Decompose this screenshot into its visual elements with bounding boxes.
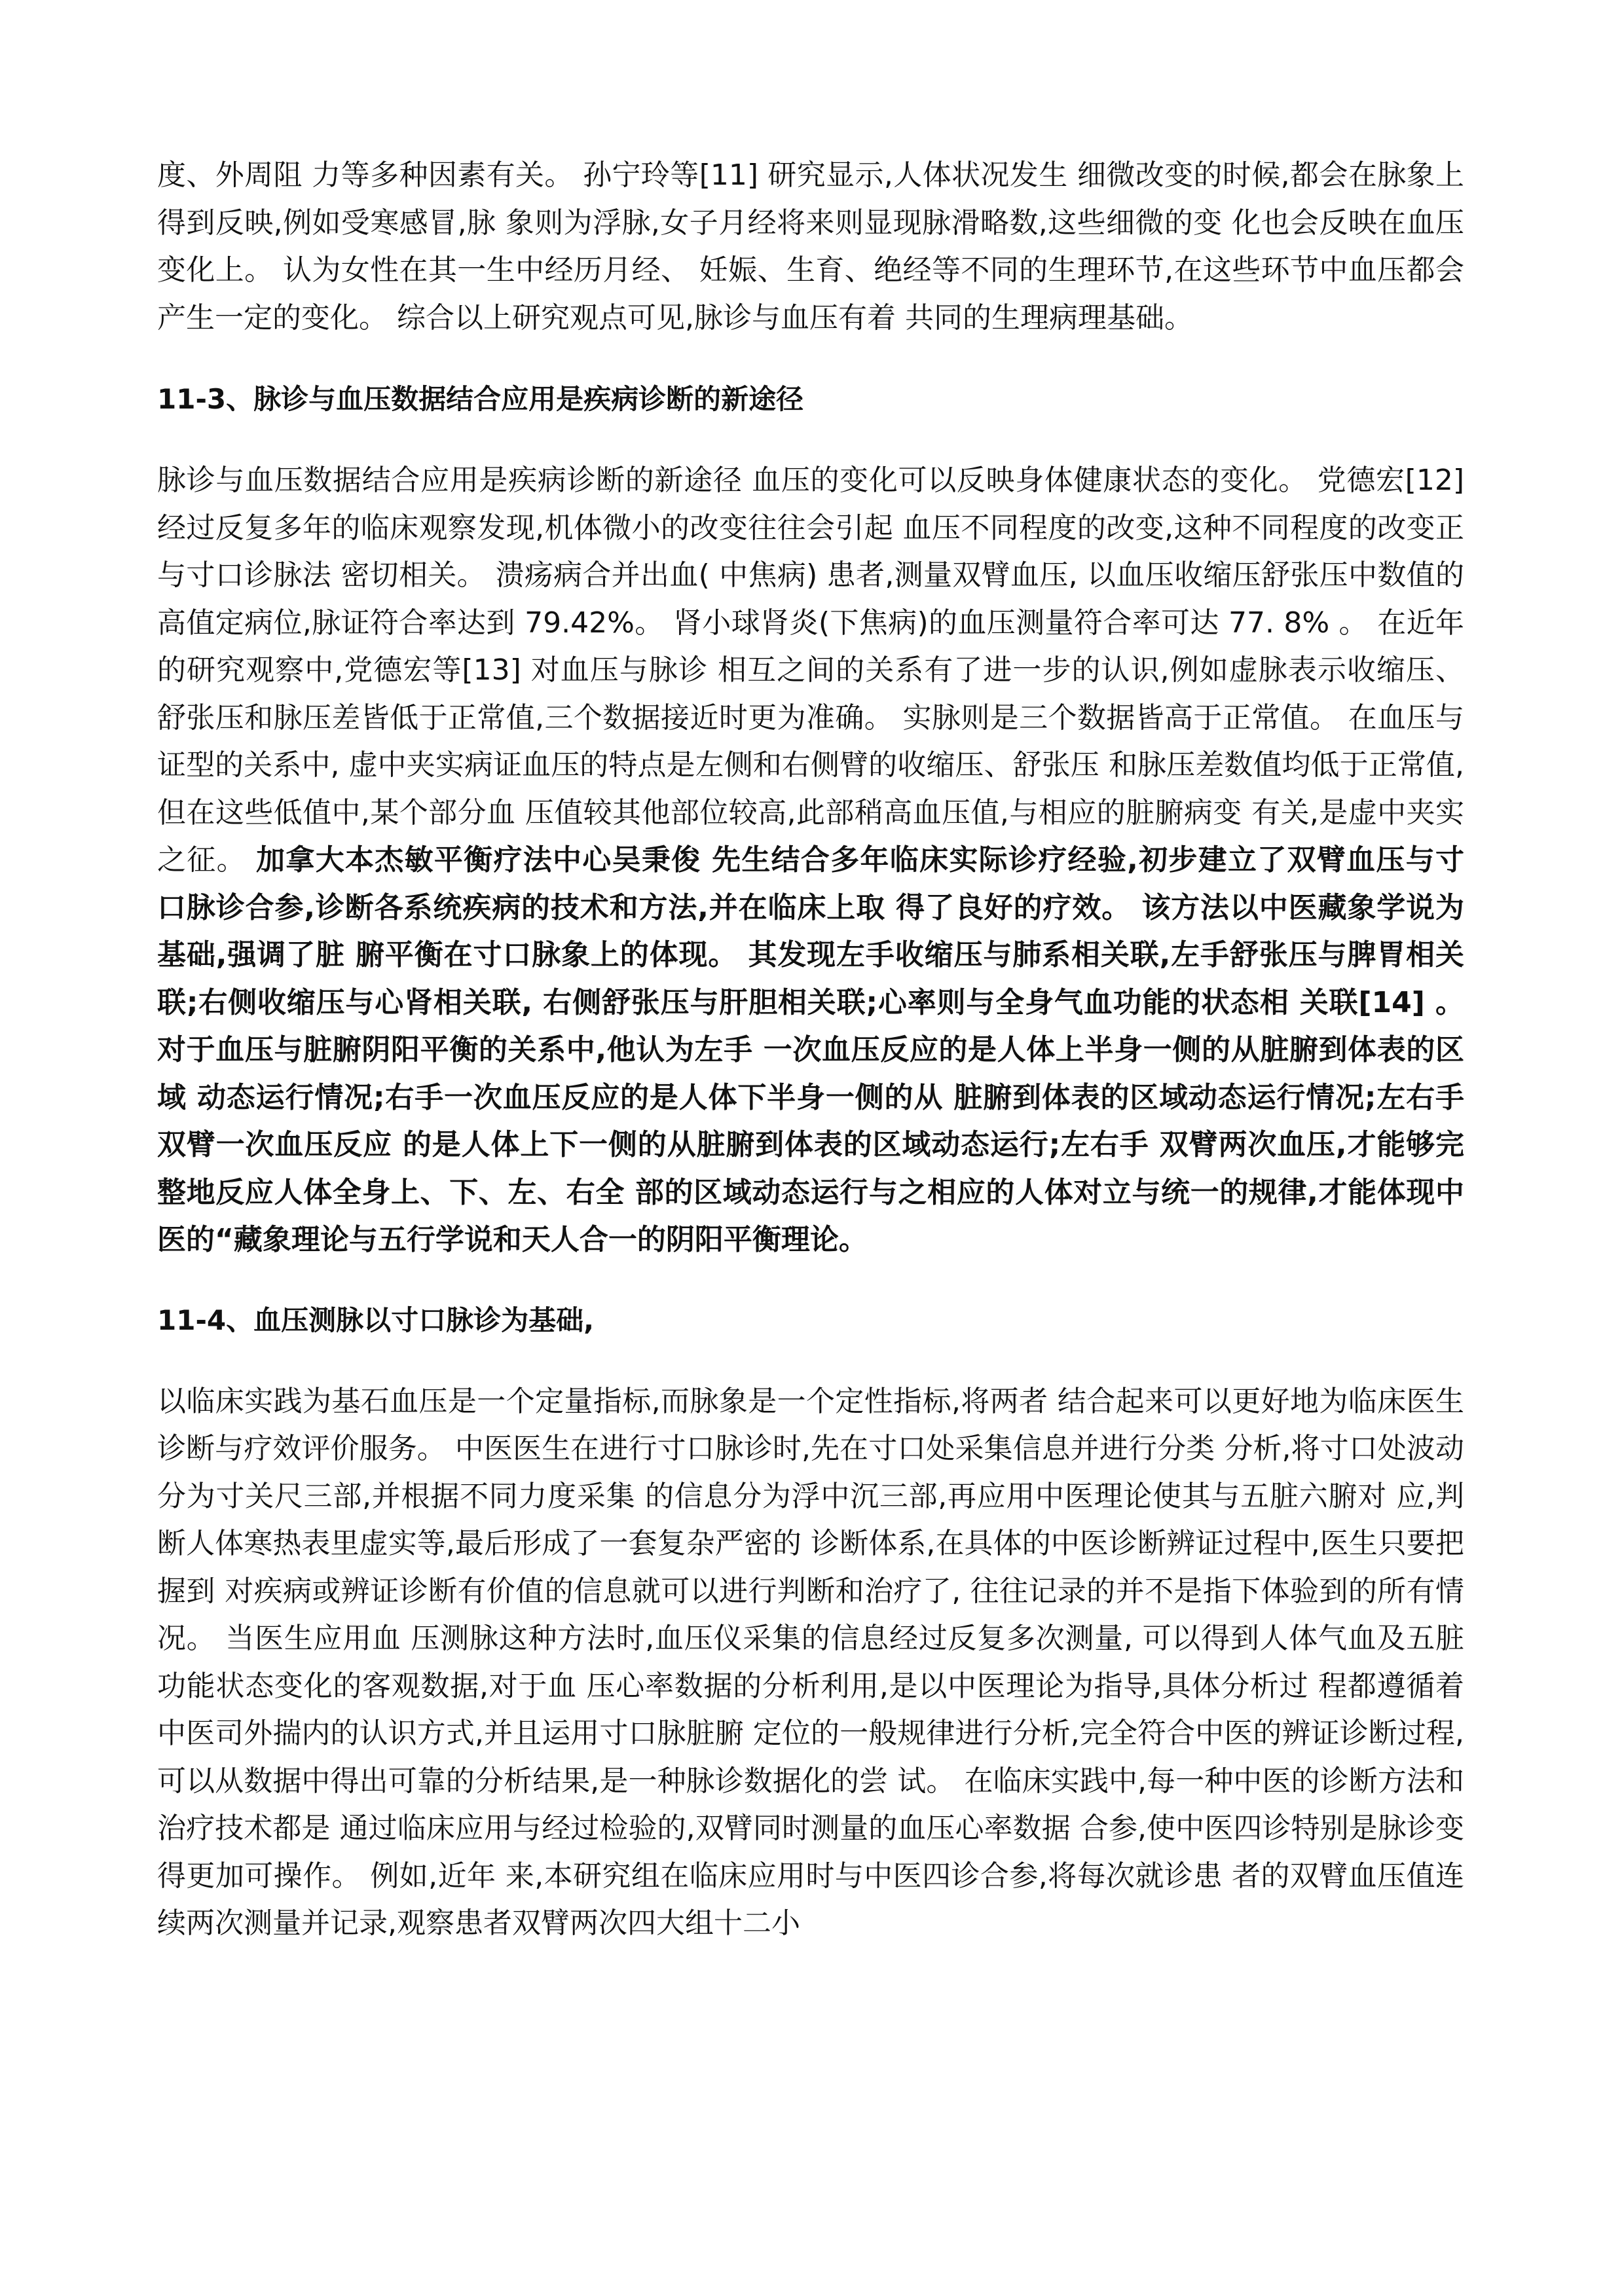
paragraph-2-bold-text: 加拿大本杰敏平衡疗法中心吴秉俊 先生结合多年临床实际诊疗经验,初步建立了双臂血压与寸 口脉诊合参,诊断各系统疾病的技术和方法,并在临床上取 得了良好的疗效。 该方法以中医藏象学说为基础,强调了脏 腑平衡在寸口脉象上的体现。 其发现左手收缩压与肺系相关联,左手舒张压与脾胃相关联;右侧收缩压与心肾相关联, 右侧舒张压与肝胆相关联;心率则与全身气血功能的状态相 关联[14] 。 对于血压与脏腑阴阳平衡的关系中,他认为左手 一次血压反应的是人体上半身一侧的从脏腑到体表的区域 动态运行情况;右手一次血压反应的是人体下半身一侧的从 脏腑到体表的区域动态运行情况;左右手双臂一次血压反应 的是人体上下一侧的从脏腑到体表的区域动态运行;左右手 双臂两次血压,才能够完整地反应人体全身上、下、左、右全 部的区域动态运行与之相应的人体对立与统一的规律,才能体现中医的“藏象理论与五行学说和天人合一的阴阳平衡理论。: [157, 843, 1464, 1256]
paragraph-2: [157, 457, 1464, 1264]
paragraph-1: 度、外周阻 力等多种因素有关。 孙宁玲等[11] 研究显示,人体状况发生 细微改变的时候,都会在脉象上得到反映,例如受寒感冒,脉 象则为浮脉,女子月经将来则显现脉滑略数,这些细微的变 化也会反映在血压变化上。 认为女性在其一生中经历月经、 妊娠、生育、绝经等不同的生理环节,在这些环节中血压都会 产生一定的变化。 综合以上研究观点可见,脉诊与血压有着 共同的生理病理基础。: [157, 158, 1464, 335]
section-heading-11-3: 11-3、脉诊与血压数据结合应用是疾病诊断的新途径: [157, 383, 804, 415]
document-page: [157, 152, 1464, 1948]
section-heading-11-4: 11-4、血压测脉以寸口脉诊为基础,: [157, 1303, 595, 1336]
paragraph-2-regular-text: 脉诊与血压数据结合应用是疾病诊断的新途径 血压的变化可以反映身体健康状态的变化。 党德宏[12]经过反复多年的临床观察发现,机体微小的改变往往会引起 血压不同程度的改变,这种不同程度的改变正与寸口诊脉法 密切相关。 溃疡病合并出血( 中焦病) 患者,测量双臂血压, 以血压收缩压舒张压中数值的高值定病位,脉证符合率达到 79.42%。 肾小球肾炎(下焦病)的血压测量符合率可达 77. 8% 。 在近年的研究观察中,党德宏等[13] 对血压与脉诊 相互之间的关系有了进一步的认识,例如虚脉表示收缩压、 舒张压和脉压差皆低于正常值,三个数据接近时更为准确。 实脉则是三个数据皆高于正常值。 在血压与证型的关系中, 虚中夹实病证血压的特点是左侧和右侧臂的收缩压、舒张压 和脉压差数值均低于正常值,但在这些低值中,某个部分血 压值较其他部位较高,此部稍高血压值,与相应的脏腑病变 有关,是虚中夹实之征。: [157, 464, 1464, 877]
paragraph-3: 以临床实践为基石血压是一个定量指标,而脉象是一个定性指标,将两者 结合起来可以更好地为临床医生诊断与疗效评价服务。 中医医生在进行寸口脉诊时,先在寸口处采集信息并进行分类 分析,将寸口处波动分为寸关尺三部,并根据不同力度采集 的信息分为浮中沉三部,再应用中医理论使其与五脏六腑对 应,判断人体寒热表里虚实等,最后形成了一套复杂严密的 诊断体系,在具体的中医诊断辨证过程中,医生只要把握到 对疾病或辨证诊断有价值的信息就可以进行判断和治疗了, 往往记录的并不是指下体验到的所有情况。 当医生应用血 压测脉这种方法时,血压仪采集的信息经过反复多次测量, 可以得到人体气血及五脏功能状态变化的客观数据,对于血 压心率数据的分析利用,是以中医理论为指导,具体分析过 程都遵循着中医司外揣内的认识方式,并且运用寸口脉脏腑 定位的一般规律进行分析,完全符合中医的辨证诊断过程, 可以从数据中得出可靠的分析结果,是一种脉诊数据化的尝 试。 在临床实践中,每一种中医的诊断方法和治疗技术都是 通过临床应用与经过检验的,双臂同时测量的血压心率数据 合参,使中医四诊特别是脉诊变得更加可操作。 例如,近年 来,本研究组在临床应用时与中医四诊合参,将每次就诊患 者的双臂血压值连续两次测量并记录,观察患者双臂两次四大组十二小: [157, 1384, 1464, 1940]
